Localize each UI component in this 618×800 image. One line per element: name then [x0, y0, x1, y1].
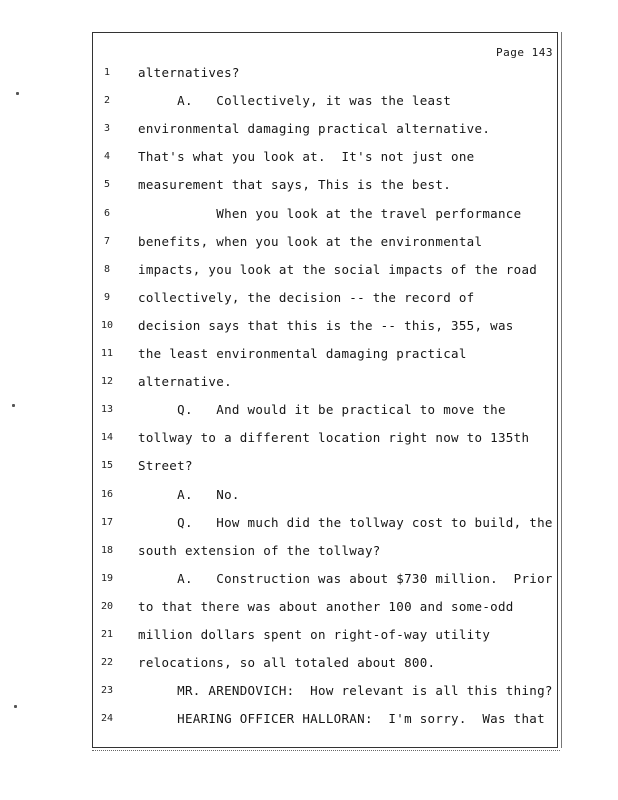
transcript-line-text: tollway to a different location right now to 135th — [138, 430, 530, 445]
page-frame-bottom-rule — [92, 750, 560, 751]
transcript-line-text: the least environmental damaging practical — [138, 346, 467, 361]
line-number: 23 — [100, 685, 114, 696]
transcript-line-text: Q. And would it be practical to move the — [138, 402, 506, 417]
line-number: 24 — [100, 713, 114, 724]
transcript-line-text: alternatives? — [138, 65, 240, 80]
transcript-line-text: MR. ARENDOVICH: How relevant is all this thing? — [138, 683, 553, 698]
transcript-line-text: million dollars spent on right-of-way utility — [138, 627, 491, 642]
line-number: 21 — [100, 629, 114, 640]
transcript-line-text: alternative. — [138, 374, 232, 389]
transcript-line-text: decision says that this is the -- this, 355, was — [138, 318, 514, 333]
line-number: 7 — [103, 236, 111, 247]
line-number: 20 — [100, 601, 114, 612]
line-number: 17 — [100, 517, 114, 528]
transcript-line-text: relocations, so all totaled about 800. — [138, 655, 436, 670]
page-frame-right-rule — [561, 32, 562, 748]
transcript-line-text: When you look at the travel performance — [138, 206, 522, 221]
margin-speck — [16, 92, 19, 95]
line-number: 16 — [100, 489, 114, 500]
transcript-line-text: A. Collectively, it was the least — [138, 93, 452, 108]
line-number: 3 — [103, 123, 111, 134]
line-number: 18 — [100, 545, 114, 556]
transcript-line-text: impacts, you look at the social impacts of the road — [138, 262, 538, 277]
transcript-line-text: Q. How much did the tollway cost to build, the — [138, 515, 553, 530]
margin-speck — [14, 705, 17, 708]
transcript-line-text: A. No. — [138, 487, 240, 502]
line-number: 9 — [103, 292, 111, 303]
line-number: 15 — [100, 460, 114, 471]
transcript-line-text: collectively, the decision -- the record of — [138, 290, 475, 305]
line-number: 14 — [100, 432, 114, 443]
page-number-label: Page 143 — [496, 46, 553, 59]
line-number: 19 — [100, 573, 114, 584]
transcript-line-text: environmental damaging practical alternative. — [138, 121, 491, 136]
line-number: 10 — [100, 320, 114, 331]
transcript-line-text: Street? — [138, 458, 193, 473]
line-number: 8 — [103, 264, 111, 275]
line-number: 2 — [103, 95, 111, 106]
transcript-line-text: HEARING OFFICER HALLORAN: I'm sorry. Was that — [138, 711, 545, 726]
transcript-line-text: benefits, when you look at the environmental — [138, 234, 483, 249]
line-number: 1 — [103, 67, 111, 78]
line-number: 5 — [103, 179, 111, 190]
transcript-line-text: to that there was about another 100 and some-odd — [138, 599, 514, 614]
line-number: 13 — [100, 404, 114, 415]
line-number: 6 — [103, 208, 111, 219]
transcript-line-text: south extension of the tollway? — [138, 543, 381, 558]
margin-speck — [12, 404, 15, 407]
line-number: 22 — [100, 657, 114, 668]
transcript-line-text: A. Construction was about $730 million. Prior — [138, 571, 553, 586]
line-number: 4 — [103, 151, 111, 162]
transcript-line-text: That's what you look at. It's not just one — [138, 149, 475, 164]
transcript-line-text: measurement that says, This is the best. — [138, 177, 452, 192]
line-number: 11 — [100, 348, 114, 359]
line-number: 12 — [100, 376, 114, 387]
